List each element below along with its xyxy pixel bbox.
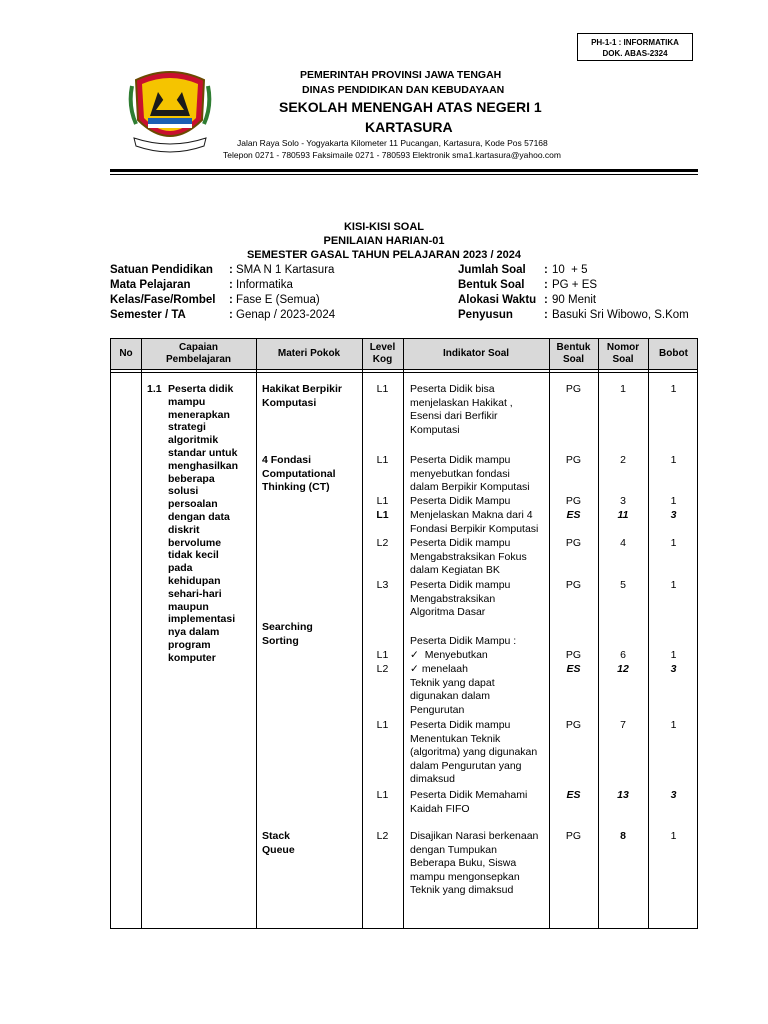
capaian-line: diskrit — [168, 523, 200, 536]
info-label: Bentuk Soal — [458, 279, 525, 291]
level-cell: L1 — [376, 509, 389, 521]
bobot-cell: 1 — [670, 830, 677, 842]
header-capaian-1: Capaian — [179, 342, 218, 353]
capaian-line: strategi — [168, 421, 206, 434]
level-cell: L3 — [376, 579, 389, 591]
indikator-line: Beberapa Buku, Siswa — [410, 857, 517, 869]
indikator-line: Peserta Didik bisa — [410, 383, 495, 395]
doc-code-line1: PH-1-1 : INFORMATIKA — [591, 38, 679, 47]
capaian-number: 1.1 — [147, 383, 162, 395]
info-colon: : — [229, 309, 233, 321]
materi-line: 4 Fondasi — [262, 454, 312, 466]
info-value: 10 + 5 — [552, 264, 588, 276]
indikator-cell — [410, 383, 513, 437]
bobot-cell: 1 — [670, 495, 677, 507]
header-bentuk-2: Soal — [562, 354, 585, 365]
capaian-line: mampu — [168, 395, 206, 408]
bobot-cell: 1 — [670, 454, 677, 466]
indikator-cell — [410, 663, 495, 717]
doc-title-line2: PENILAIAN HARIAN-01 — [323, 235, 445, 247]
info-label: Alokasi Waktu — [458, 294, 537, 306]
level-cell: L2 — [376, 663, 389, 675]
info-value: 90 Menit — [552, 294, 597, 306]
capaian-line: beberapa — [168, 472, 215, 485]
indikator-line: Peserta Didik Mampu — [410, 495, 511, 507]
header-divider-thick — [110, 169, 698, 172]
indikator-line: Disajikan Narasi berkenaan — [410, 830, 539, 842]
level-cell: L1 — [376, 719, 389, 731]
info-colon: : — [229, 264, 233, 276]
indikator-line: dalam Berpikir Komputasi — [410, 481, 530, 493]
info-colon: : — [544, 264, 548, 276]
bobot-cell: 1 — [670, 537, 677, 549]
bentuk-cell: PG — [565, 454, 582, 466]
bentuk-cell: PG — [565, 649, 582, 661]
level-cell: L2 — [376, 537, 389, 549]
level-cell: L1 — [376, 789, 389, 801]
bentuk-cell: PG — [565, 383, 582, 395]
header-address: Jalan Raya Solo - Yogyakarta Kilometer 11 Pucangan, Kartasura, Kode Pos 57168 — [237, 138, 548, 148]
indikator-line: mampu mengonsepkan — [410, 870, 520, 883]
nomor-cell: 2 — [620, 454, 626, 466]
bobot-cell: 1 — [670, 579, 677, 591]
col-divider — [403, 339, 404, 928]
info-label: Satuan Pendidikan — [110, 264, 213, 276]
header-level-2: Kog — [372, 354, 393, 365]
indikator-line: Peserta Didik Memahami — [410, 789, 528, 801]
indikator-line: Teknik yang dapat — [410, 676, 495, 689]
header-school-name: SEKOLAH MENENGAH ATAS NEGERI 1 — [279, 99, 542, 115]
nomor-cell: 8 — [620, 830, 626, 842]
nomor-cell: 13 — [617, 789, 629, 801]
bobot-cell: 3 — [670, 509, 677, 521]
bentuk-cell: PG — [565, 719, 582, 731]
indikator-line: Peserta Didik mampu — [410, 454, 511, 466]
header-indikator: Indikator Soal — [442, 348, 510, 359]
capaian-line: dengan data — [168, 510, 230, 523]
indikator-line: dalam Kegiatan BK — [410, 564, 500, 576]
bentuk-cell: ES — [566, 509, 581, 521]
materi-line: Sorting — [262, 634, 299, 647]
indikator-line: Peserta Didik mampu — [410, 579, 511, 591]
materi-stack-queue — [262, 830, 295, 857]
indikator-line: Menjelaskan Makna dari 4 — [410, 509, 533, 521]
indikator-cell — [410, 579, 510, 620]
indikator-line: Esensi dari Berfikir — [410, 410, 498, 422]
materi-line: Computational — [262, 467, 336, 480]
indikator-line: Peserta Didik mampu — [410, 719, 511, 731]
indikator-line: Mengabstraksikan — [410, 592, 496, 605]
indikator-line: menelaah — [421, 663, 468, 675]
info-label: Semester / TA — [110, 309, 186, 321]
indikator-cell — [410, 537, 527, 578]
header-nomor-1: Nomor — [606, 342, 640, 353]
nomor-cell: 4 — [620, 537, 626, 549]
header-bobot: Bobot — [659, 348, 688, 359]
doc-title-line1: KISI-KISI SOAL — [343, 221, 425, 233]
nomor-cell: 1 — [620, 383, 626, 395]
indikator-cell — [410, 719, 537, 787]
indikator-line: menyebutkan fondasi — [410, 467, 510, 480]
indikator-cell — [410, 454, 530, 495]
indikator-line: Pengurutan — [410, 703, 465, 716]
info-value: PG + ES — [552, 279, 598, 291]
capaian-line: maupun — [168, 600, 209, 613]
bentuk-cell: ES — [566, 789, 581, 801]
indikator-line: Teknik yang dimaksud — [410, 884, 514, 896]
col-divider — [141, 339, 142, 928]
indikator-line: Peserta Didik mampu — [410, 537, 511, 549]
info-colon: : — [544, 294, 548, 306]
indikator-line: Fondasi Berpikir Komputasi — [410, 522, 539, 535]
header-bottom-line — [111, 369, 697, 370]
indikator-line: Mengabstraksikan Fokus — [410, 550, 527, 563]
col-divider — [256, 339, 257, 928]
kisi-kisi-table — [110, 338, 698, 929]
capaian-line: menghasilkan — [168, 459, 239, 472]
info-label: Penyusun — [458, 309, 513, 321]
indikator-cell — [410, 635, 516, 649]
info-label: Jumlah Soal — [458, 264, 526, 276]
info-value: Fase E (Semua) — [236, 294, 320, 306]
capaian-line: persoalan — [168, 498, 218, 511]
bentuk-cell: PG — [565, 830, 582, 842]
info-label: Kelas/Fase/Rombel — [110, 294, 216, 306]
header-bottom-line-double — [111, 372, 697, 373]
header-materi: Materi Pokok — [277, 348, 341, 359]
nomor-cell: 7 — [620, 719, 626, 731]
level-cell: L2 — [376, 830, 389, 842]
materi-line: Hakikat Berpikir — [262, 383, 342, 395]
indikator-cell — [410, 509, 538, 536]
info-colon: : — [229, 279, 233, 291]
capaian-line: bervolume — [168, 536, 222, 549]
bobot-cell: 3 — [670, 663, 677, 675]
doc-code-line2: DOK. ABAS-2324 — [602, 49, 668, 58]
capaian-line: program — [168, 638, 211, 651]
info-colon: : — [229, 294, 233, 306]
bobot-cell: 1 — [670, 719, 677, 731]
indikator-line: digunakan dalam — [410, 690, 490, 702]
info-value: Informatika — [236, 279, 293, 291]
capaian-line: algoritmik — [168, 434, 219, 447]
materi-line: Thinking (CT) — [262, 481, 330, 493]
bentuk-cell: PG — [565, 537, 582, 549]
bobot-cell: 1 — [670, 383, 677, 395]
materi-searching-sorting — [262, 621, 313, 648]
nomor-cell: 6 — [620, 649, 626, 661]
indikator-cell — [410, 495, 510, 509]
indikator-cell — [410, 649, 488, 663]
capaian-text — [168, 383, 238, 665]
bobot-cell: 3 — [670, 789, 677, 801]
capaian-line: Peserta didik — [168, 383, 234, 395]
level-cell: L1 — [376, 383, 389, 395]
capaian-line: kehidupan — [168, 574, 221, 587]
info-colon: : — [544, 279, 548, 291]
indikator-line: dimaksud — [410, 773, 455, 785]
bobot-cell: 1 — [670, 649, 677, 661]
indikator-line: Menentukan Teknik — [410, 732, 501, 745]
bentuk-cell: PG — [565, 579, 582, 591]
materi-line: Stack — [262, 830, 291, 842]
indikator-line: dengan Tumpukan — [410, 843, 497, 856]
materi-hakikat — [262, 383, 342, 410]
indikator-line: Peserta Didik Mampu : — [410, 635, 517, 647]
header-capaian-2: Pembelajaran — [165, 354, 232, 365]
header-no: No — [119, 348, 133, 359]
capaian-line: solusi — [168, 485, 199, 498]
header-contact: Telepon 0271 - 780593 Faksimaile 0271 - 780593 Elektronik sma1.kartasura@yahoo.com — [223, 150, 561, 160]
header-divider-thin — [110, 174, 698, 175]
info-value: Basuki Sri Wibowo, S.Kom — [552, 309, 689, 321]
indikator-line: Komputasi — [410, 423, 460, 436]
checkmark-icon: ✓ — [410, 663, 419, 675]
nomor-cell: 12 — [617, 663, 629, 675]
info-colon: : — [544, 309, 548, 321]
doc-title-line3: SEMESTER GASAL TAHUN PELAJARAN 2023 / 2024 — [246, 249, 522, 261]
capaian-line: nya dalam — [168, 626, 220, 639]
materi-line: Searching — [262, 621, 313, 633]
nomor-cell: 5 — [620, 579, 626, 591]
info-label: Mata Pelajaran — [110, 279, 191, 291]
header-line2: DINAS PENDIDIKAN DAN KEBUDAYAAN — [302, 84, 505, 96]
header-line1: PEMERINTAH PROVINSI JAWA TENGAH — [300, 69, 502, 81]
capaian-line: implementasi — [168, 613, 236, 626]
materi-line: Komputasi — [262, 396, 317, 409]
indikator-cell — [410, 789, 527, 816]
header-level-1: Level — [369, 342, 396, 353]
info-value: SMA N 1 Kartasura — [236, 264, 335, 276]
materi-line: Queue — [262, 843, 295, 856]
capaian-line: tidak kecil — [168, 549, 219, 562]
level-cell: L1 — [376, 454, 389, 466]
header-school-city: KARTASURA — [365, 119, 453, 135]
materi-fondasi-ct — [262, 454, 336, 495]
indikator-line: menjelaskan Hakikat , — [410, 396, 513, 409]
indikator-cell — [410, 830, 538, 898]
nomor-cell: 11 — [617, 509, 629, 521]
checkmark-icon: ✓ — [410, 649, 419, 661]
document-code-box — [577, 33, 693, 61]
level-cell: L1 — [376, 495, 389, 507]
capaian-line: sehari-hari — [168, 587, 222, 600]
indikator-line: Algoritma Dasar — [410, 606, 486, 618]
capaian-line: standar untuk — [168, 446, 238, 459]
bentuk-cell: PG — [565, 495, 582, 507]
level-cell: L1 — [376, 649, 389, 661]
header-bentuk-1: Bentuk — [556, 342, 591, 353]
indikator-line: Menyebutkan — [424, 649, 488, 661]
capaian-line: menerapkan — [168, 408, 230, 421]
province-emblem-icon — [128, 66, 212, 154]
indikator-line: Kaidah FIFO — [410, 802, 470, 815]
nomor-cell: 3 — [620, 495, 626, 507]
capaian-line: pada — [168, 562, 193, 575]
info-value: Genap / 2023-2024 — [236, 309, 336, 321]
header-nomor-2: Soal — [612, 354, 634, 365]
indikator-line: dalam Pengurutan yang — [410, 759, 522, 772]
indikator-line: (algoritma) yang digunakan — [410, 746, 538, 758]
capaian-line: komputer — [168, 651, 216, 664]
bentuk-cell: ES — [566, 663, 581, 675]
